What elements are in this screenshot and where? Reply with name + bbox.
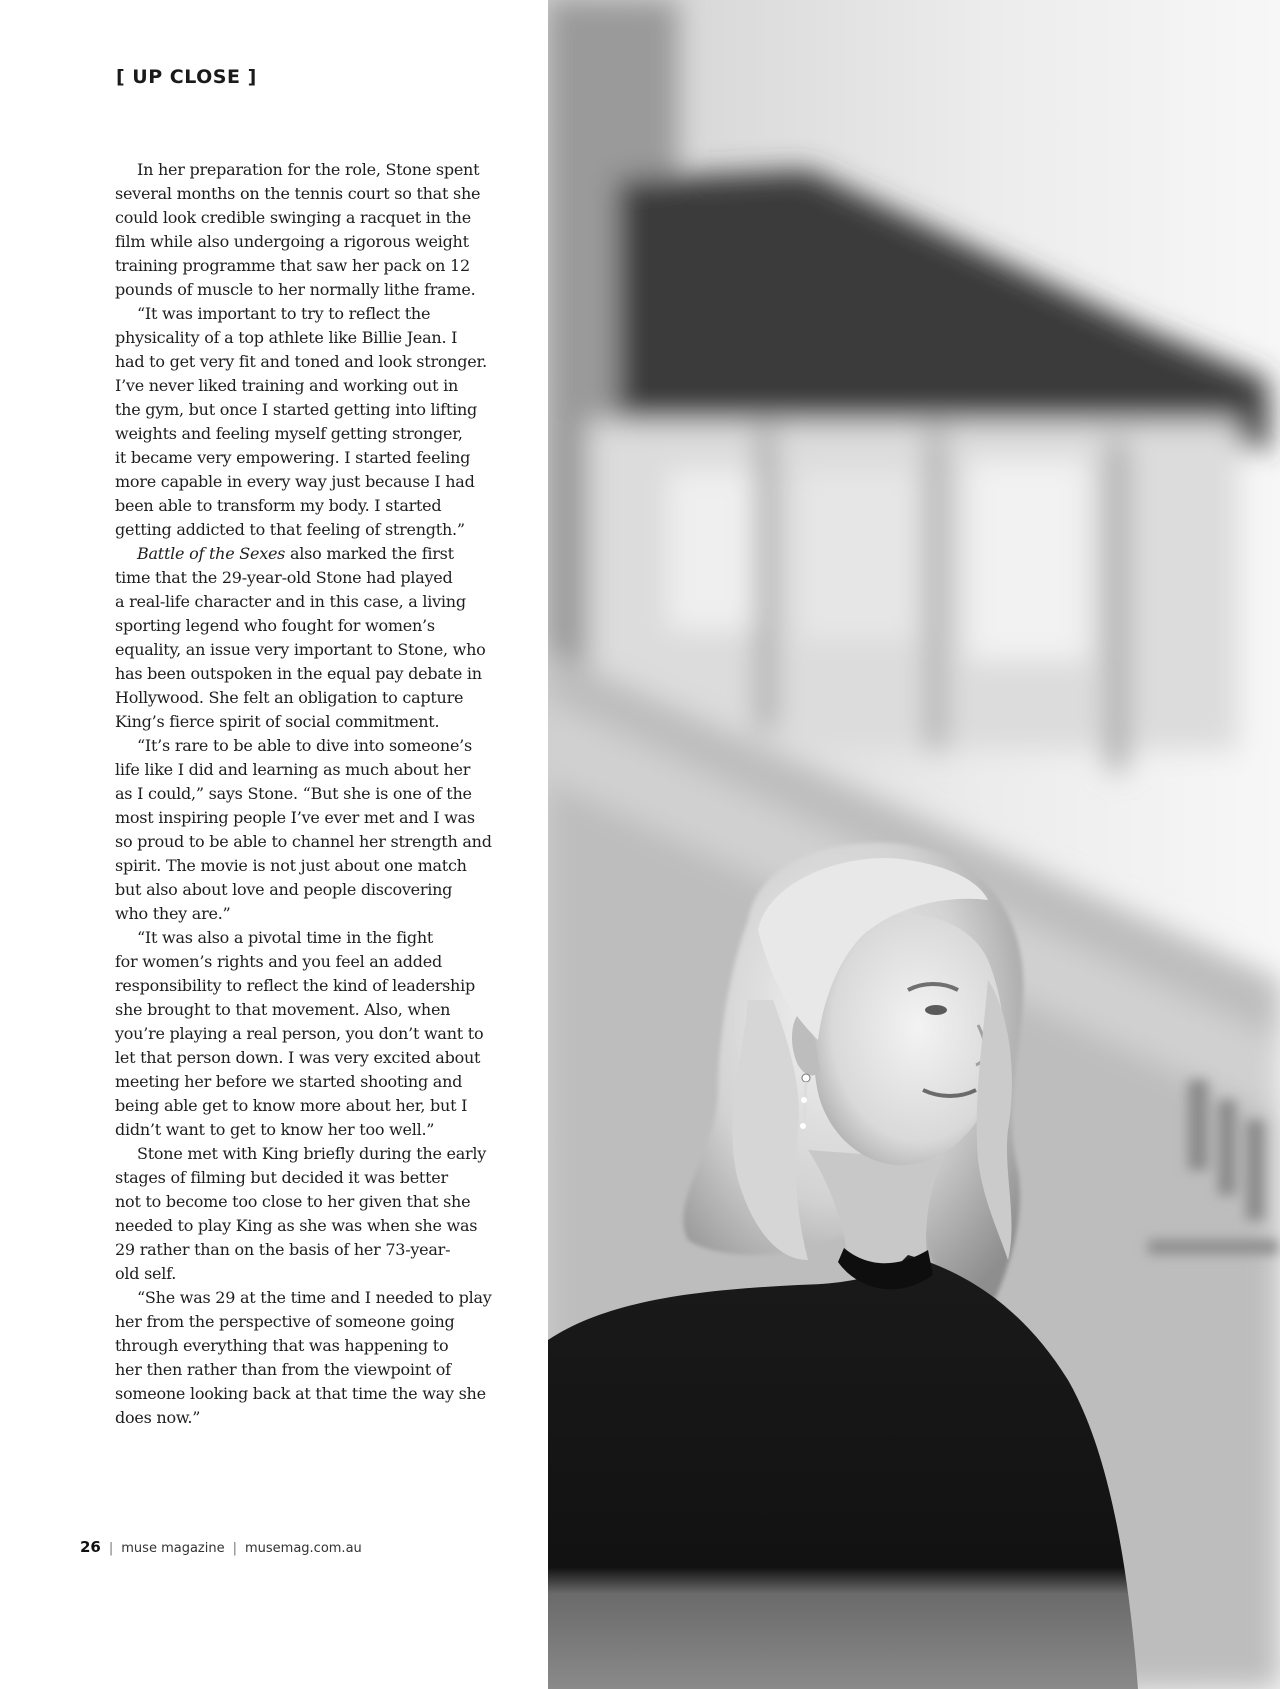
article-line: does now.” xyxy=(115,1408,201,1427)
article-line: who they are.” xyxy=(115,904,231,923)
article-paragraph xyxy=(115,158,530,302)
publication-name: muse magazine xyxy=(121,1541,225,1556)
article-line: training programme that saw her pack on 12 xyxy=(115,256,470,275)
article-paragraph xyxy=(115,1286,530,1430)
article-line: Hollywood. She felt an obligation to capture xyxy=(115,688,464,707)
article-line: needed to play King as she was when she was xyxy=(115,1216,478,1235)
article-line: so proud to be able to channel her strength and xyxy=(115,832,492,851)
article-line: time that the 29-year-old Stone had played xyxy=(115,568,453,587)
article-line: equality, an issue very important to Stone, who xyxy=(115,640,486,659)
article-line: “It was important to try to reflect the xyxy=(137,304,431,323)
article-line: you’re playing a real person, you don’t want to xyxy=(115,1024,484,1043)
film-title: Battle of the Sexes xyxy=(137,544,286,563)
article-line: “It was also a pivotal time in the fight xyxy=(137,928,434,947)
portrait-photo xyxy=(548,0,1280,1689)
article-line: several months on the tennis court so that she xyxy=(115,184,481,203)
page-footer xyxy=(80,1538,362,1556)
article-line: old self. xyxy=(115,1264,177,1283)
article-line xyxy=(115,542,530,566)
article-line: let that person down. I was very excited about xyxy=(115,1048,481,1067)
article-line: but also about love and people discovering xyxy=(115,880,453,899)
article-line: responsibility to reflect the kind of leadership xyxy=(115,976,475,995)
article-line: getting addicted to that feeling of strength.” xyxy=(115,520,465,539)
page-number: 26 xyxy=(80,1538,101,1556)
article-line: Stone met with King briefly during the early xyxy=(137,1144,487,1163)
article-line: has been outspoken in the equal pay debate in xyxy=(115,664,482,683)
website-url: musemag.com.au xyxy=(244,1541,362,1556)
article-line: film while also undergoing a rigorous weight xyxy=(115,232,469,251)
article-line: “It’s rare to be able to dive into someone’s xyxy=(137,736,472,755)
article-line: more capable in every way just because I had xyxy=(115,472,475,491)
article-line: I’ve never liked training and working out in xyxy=(115,376,458,395)
article-line: sporting legend who fought for women’s xyxy=(115,616,435,635)
article-line: someone looking back at that time the way she xyxy=(115,1384,486,1403)
article-line: didn’t want to get to know her too well.” xyxy=(115,1120,435,1139)
article-line: not to become too close to her given that she xyxy=(115,1192,471,1211)
article-line: 29 rather than on the basis of her 73-year- xyxy=(115,1240,451,1259)
article-line: stages of filming but decided it was better xyxy=(115,1168,448,1187)
article-line: as I could,” says Stone. “But she is one of the xyxy=(115,784,472,803)
article-paragraph xyxy=(115,734,530,926)
article-paragraph xyxy=(115,302,530,542)
article-line: physicality of a top athlete like Billie Jean. I xyxy=(115,328,458,347)
footer-separator: | xyxy=(108,1541,114,1556)
article-body xyxy=(115,158,530,1430)
article-line: her from the perspective of someone going xyxy=(115,1312,455,1331)
article-line: “She was 29 at the time and I needed to play xyxy=(137,1288,492,1307)
article-line: King’s fierce spirit of social commitment. xyxy=(115,712,440,731)
article-line: had to get very fit and toned and look stronger. xyxy=(115,352,487,371)
article-line: meeting her before we started shooting and xyxy=(115,1072,463,1091)
article-line: life like I did and learning as much about her xyxy=(115,760,471,779)
article-line: been able to transform my body. I started xyxy=(115,496,442,515)
article-line-text: also marked the first xyxy=(285,544,454,563)
section-tag: [ UP CLOSE ] xyxy=(116,66,257,88)
article-line: weights and feeling myself getting stronger, xyxy=(115,424,463,443)
article-paragraph xyxy=(115,926,530,1142)
article-paragraph xyxy=(115,542,530,734)
footer-separator: | xyxy=(232,1541,237,1556)
portrait-illustration xyxy=(548,0,1280,1689)
article-line: a real-life character and in this case, a living xyxy=(115,592,466,611)
article-paragraph xyxy=(115,1142,530,1286)
article-line: In her preparation for the role, Stone spent xyxy=(137,160,480,179)
article-line: pounds of muscle to her normally lithe frame. xyxy=(115,280,476,299)
article-line: it became very empowering. I started feeling xyxy=(115,448,471,467)
article-line: for women’s rights and you feel an added xyxy=(115,952,442,971)
article-line: the gym, but once I started getting into lifting xyxy=(115,400,478,419)
article-line: being able get to know more about her, but I xyxy=(115,1096,468,1115)
article-line: could look credible swinging a racquet in the xyxy=(115,208,471,227)
article-line: most inspiring people I’ve ever met and I was xyxy=(115,808,475,827)
article-line: she brought to that movement. Also, when xyxy=(115,1000,451,1019)
article-line: her then rather than from the viewpoint of xyxy=(115,1360,451,1379)
article-line: spirit. The movie is not just about one match xyxy=(115,856,467,875)
article-line: through everything that was happening to xyxy=(115,1336,449,1355)
